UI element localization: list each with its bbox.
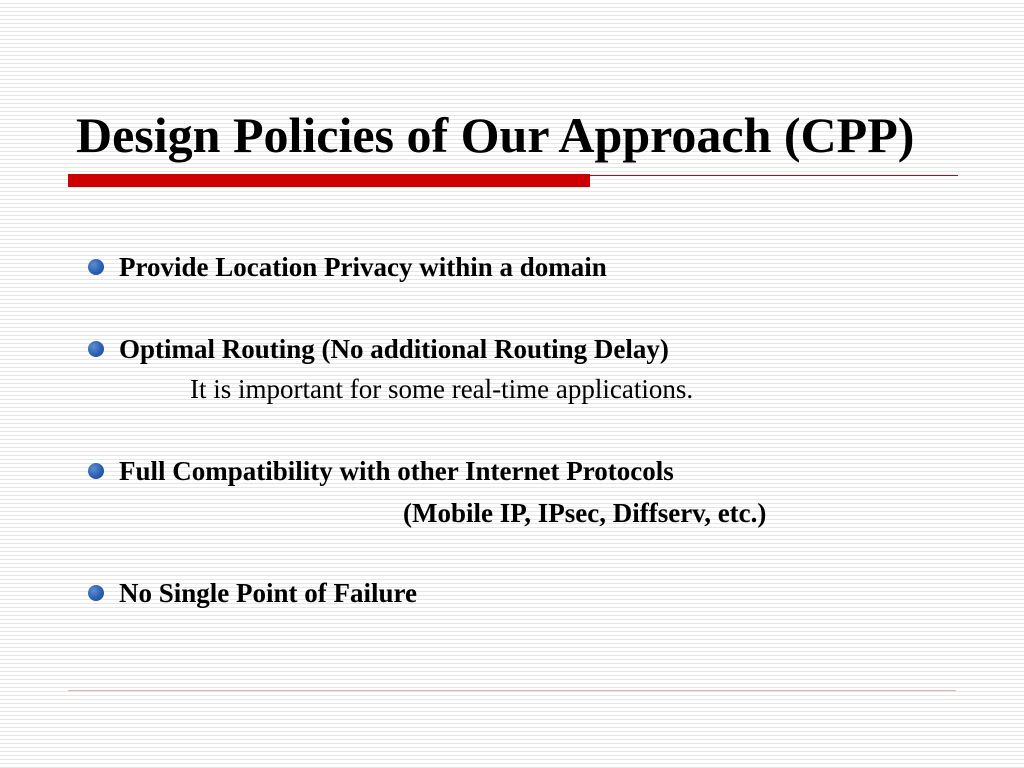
bullet-subtext-real-time: It is important for some real-time applications. <box>190 374 694 404</box>
bullet-item-optimal-routing <box>88 330 669 368</box>
circle-bullet-icon <box>88 463 104 479</box>
bullet-text: Optimal Routing (No additional Routing Delay) <box>119 334 669 364</box>
bullet-text: No Single Point of Failure <box>119 578 418 608</box>
circle-bullet-icon <box>88 259 104 275</box>
footer-divider <box>68 690 956 691</box>
bullet-text: Full Compatibility with other Internet Protocols <box>119 456 674 486</box>
bullet-item-full-compatibility <box>88 452 674 490</box>
title-underline-thin <box>590 175 958 176</box>
slide-title: Design Policies of Our Approach (CPP) <box>76 107 915 163</box>
bullet-text: Provide Location Privacy within a domain <box>119 252 607 282</box>
bullet-item-location-privacy <box>88 248 607 286</box>
bullet-subtext-protocols: (Mobile IP, IPsec, Diffserv, etc.) <box>403 498 767 528</box>
title-underline-thick <box>68 174 590 187</box>
circle-bullet-icon <box>88 341 104 357</box>
bullet-item-no-single-point <box>88 574 417 612</box>
circle-bullet-icon <box>88 585 104 601</box>
